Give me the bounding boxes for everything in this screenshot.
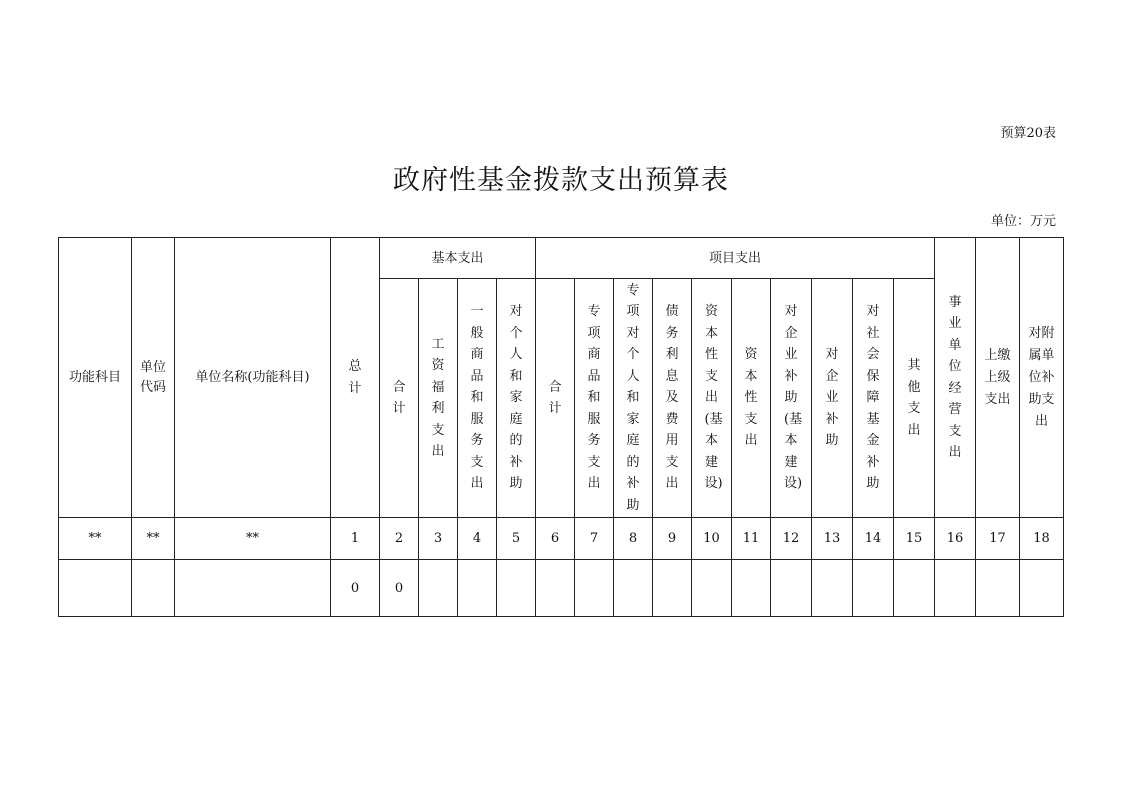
- table-cell: [853, 560, 894, 617]
- table-cell: 12: [771, 518, 812, 560]
- table-cell: [614, 560, 653, 617]
- table-cell: [497, 560, 536, 617]
- header-basic-col: 一般商品和服务支出: [458, 279, 497, 518]
- table-cell: **: [59, 518, 132, 560]
- table-cell: [812, 560, 853, 617]
- table-cell: 13: [812, 518, 853, 560]
- table-row: [59, 560, 1064, 617]
- table-cell: **: [175, 518, 331, 560]
- table-cell: 11: [732, 518, 771, 560]
- table-cell: 7: [575, 518, 614, 560]
- table-cell: **: [132, 518, 175, 560]
- table-cell: 17: [976, 518, 1020, 560]
- header-project-col: 债务利息及费用支出: [653, 279, 692, 518]
- header-project-col: 对社会保障基金补助: [853, 279, 894, 518]
- table-cell: 2: [380, 518, 419, 560]
- table-cell: [732, 560, 771, 617]
- table-cell: 10: [692, 518, 732, 560]
- header-unit-code: 单位代码: [132, 238, 175, 518]
- table-cell: 3: [419, 518, 458, 560]
- table-cell: [175, 560, 331, 617]
- header-row-1: [59, 238, 1064, 279]
- table-cell: 18: [1020, 518, 1064, 560]
- table-cell: [653, 560, 692, 617]
- header-unit-name: 单位名称(功能科目): [175, 238, 331, 518]
- header-basic-col: 合计: [380, 279, 419, 518]
- table-cell: 8: [614, 518, 653, 560]
- header-project-col: 对企业补助: [812, 279, 853, 518]
- table-cell: [575, 560, 614, 617]
- page-title: 政府性基金拨款支出预算表: [393, 165, 729, 196]
- table-cell: [1020, 560, 1064, 617]
- header-project-col: 合计: [536, 279, 575, 518]
- table-cell: [692, 560, 732, 617]
- header-project-group: 项目支出: [536, 238, 935, 279]
- table-cell: 6: [536, 518, 575, 560]
- header-total: 总计: [331, 238, 380, 518]
- header-basic-group: 基本支出: [380, 238, 536, 279]
- table-cell: 5: [497, 518, 536, 560]
- header-basic-col: 工资福利支出: [419, 279, 458, 518]
- header-right-col: 对附属单位补助支出: [1020, 238, 1064, 518]
- column-number-row: [59, 518, 1064, 560]
- header-right-col: 事业单位经营支出: [935, 238, 976, 518]
- header-project-col: 专项商品和服务支出: [575, 279, 614, 518]
- header-basic-col: 对个人和家庭的补助: [497, 279, 536, 518]
- table-cell: [935, 560, 976, 617]
- table-cell: 1: [331, 518, 380, 560]
- table-cell: 4: [458, 518, 497, 560]
- table-cell: 0: [380, 560, 419, 617]
- table-cell: 9: [653, 518, 692, 560]
- budget-table: [58, 237, 1064, 617]
- table-cell: [536, 560, 575, 617]
- header-project-col: 资本性支出: [732, 279, 771, 518]
- unit-label: 单位：万元: [990, 214, 1056, 229]
- table-cell: 14: [853, 518, 894, 560]
- table-cell: 15: [894, 518, 935, 560]
- header-project-col: 资本性支出(基本建设): [692, 279, 732, 518]
- header-project-col: 其他支出: [894, 279, 935, 518]
- header-project-col: 对企业补助(基本建设): [771, 279, 812, 518]
- table-cell: [771, 560, 812, 617]
- form-number: 预算20表: [1000, 126, 1056, 141]
- header-func-subject: 功能科目: [59, 238, 132, 518]
- table-cell: [132, 560, 175, 617]
- table-cell: [59, 560, 132, 617]
- table-cell: [419, 560, 458, 617]
- table-cell: 0: [331, 560, 380, 617]
- table-cell: 16: [935, 518, 976, 560]
- header-right-col: 上缴上级支出: [976, 238, 1020, 518]
- table-cell: [894, 560, 935, 617]
- table-cell: [458, 560, 497, 617]
- table-cell: [976, 560, 1020, 617]
- header-project-col: 专项对个人和家庭的补助: [614, 279, 653, 518]
